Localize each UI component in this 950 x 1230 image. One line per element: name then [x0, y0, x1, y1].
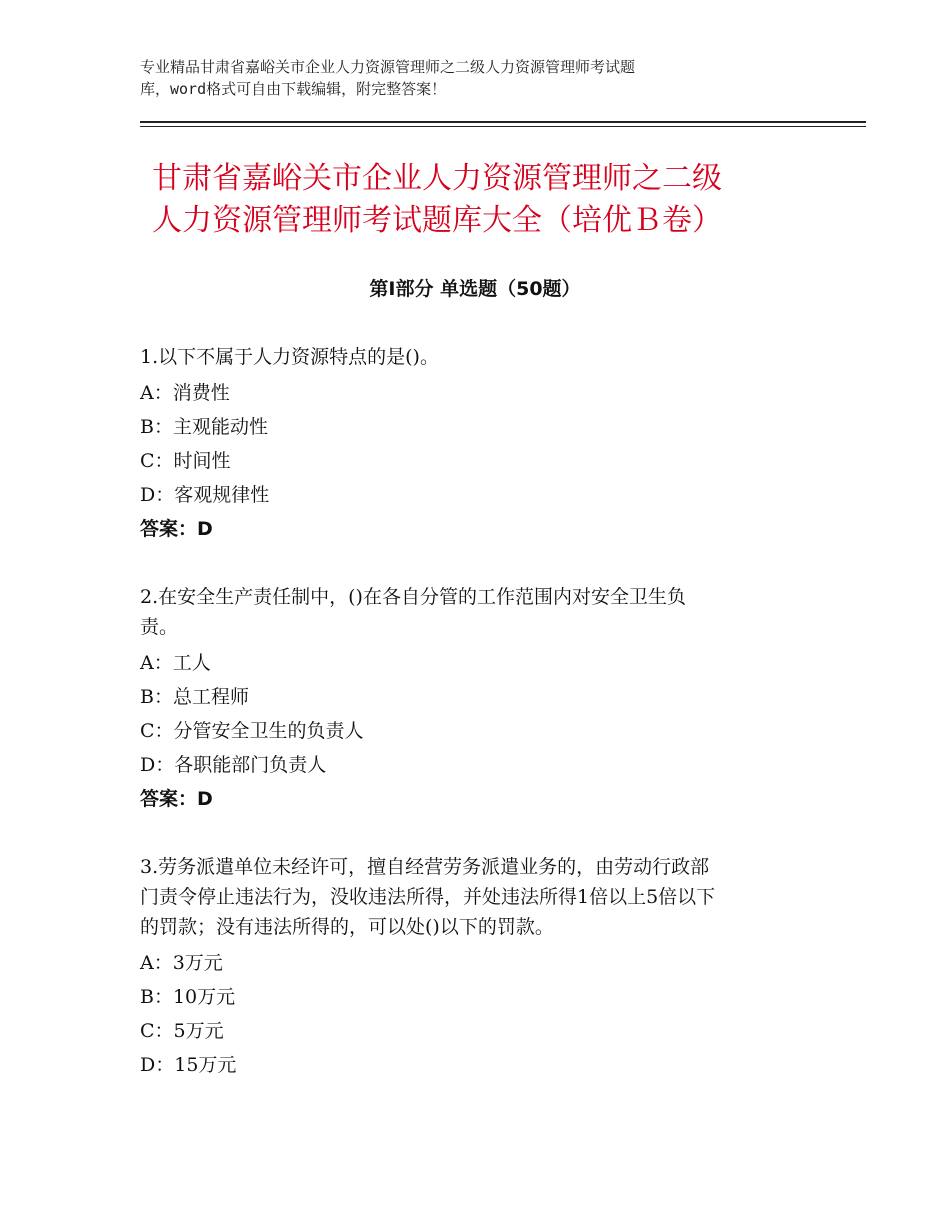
option-b: B：主观能动性: [140, 416, 268, 438]
question-1: [140, 342, 820, 546]
question-stem-line: 3.劳务派遣单位未经许可，擅自经营劳务派遣业务的，由劳动行政部: [140, 856, 710, 878]
option-c: C：分管安全卫生的负责人: [140, 720, 364, 742]
question-stem-line: 2.在安全生产责任制中，()在各自分管的工作范围内对安全卫生负: [140, 586, 686, 608]
option-a: A：3万元: [140, 952, 223, 974]
question-stem: [140, 342, 820, 372]
option-d: D：客观规律性: [140, 484, 270, 506]
question-stem: [140, 852, 820, 942]
question-3: [140, 852, 820, 1082]
question-stem-line: 责。: [140, 616, 179, 638]
option-a: A：消费性: [140, 382, 230, 404]
header-divider: [140, 121, 866, 123]
document-title-line: 人力资源管理师考试题库大全（培优Ｂ卷）: [152, 203, 722, 238]
question-stem-line: 门责令停止违法行为，没收违法所得，并处违法所得1倍以上5倍以下: [140, 886, 716, 908]
answer: 答案：D: [140, 788, 213, 810]
option-a: A：工人: [140, 652, 211, 674]
header-note-line: 专业精品甘肃省嘉峪关市企业人力资源管理师之二级人力资源管理师考试题: [140, 58, 636, 76]
option-d: D：各职能部门负责人: [140, 754, 327, 776]
header-note: [140, 56, 780, 100]
option-d: D：15万元: [140, 1054, 237, 1076]
header-divider-thin: [140, 126, 866, 127]
option-b: B：总工程师: [140, 686, 249, 708]
question-stem: [140, 582, 820, 642]
document-title-line: 甘肃省嘉峪关市企业人力资源管理师之二级: [152, 161, 722, 196]
header-note-line: 库，word格式可自由下载编辑，附完整答案！: [140, 80, 447, 98]
question-stem-line: 1.以下不属于人力资源特点的是()。: [140, 346, 439, 368]
option-c: C：时间性: [140, 450, 231, 472]
option-c: C：5万元: [140, 1020, 224, 1042]
question-2: [140, 582, 820, 816]
question-stem-line: 的罚款；没有违法所得的，可以处()以下的罚款。: [140, 916, 554, 938]
answer: 答案：D: [140, 518, 213, 540]
document-title: [152, 158, 852, 242]
option-b: B：10万元: [140, 986, 236, 1008]
section-title: 第Ⅰ部分 单选题（50题）: [369, 278, 581, 300]
